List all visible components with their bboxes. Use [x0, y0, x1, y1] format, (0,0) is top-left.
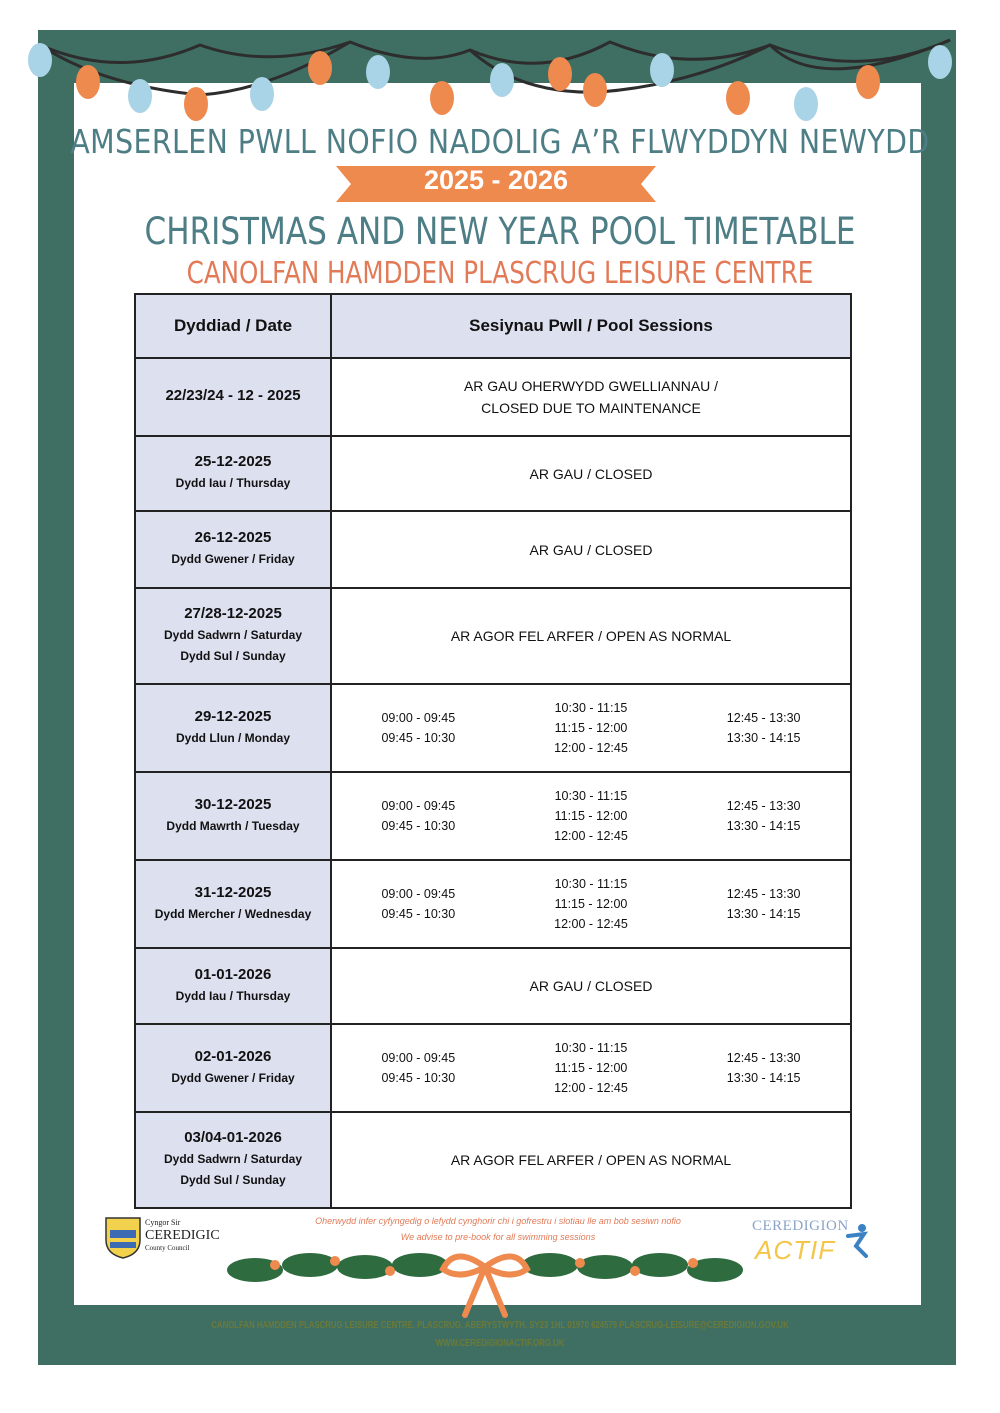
- date-text: 03/04-01-2026: [184, 1129, 282, 1146]
- session-cell: [331, 948, 851, 1024]
- day-text: Dydd Gwener / Friday: [171, 552, 295, 566]
- slot-time: 10:30 - 11:15: [554, 701, 628, 715]
- date-text: 25-12-2025: [194, 453, 272, 470]
- years-label: 2025 - 2026: [423, 165, 569, 195]
- closed-text: AR GAU OHERWYDD GWELLIANNAU /: [463, 378, 719, 394]
- col-date-header: Dyddiad / Date: [135, 294, 331, 358]
- slot-column: [506, 874, 677, 934]
- day-text: Dydd Sadwrn / Saturday: [163, 628, 303, 642]
- slot-time: 13:30 - 14:15: [726, 1071, 801, 1085]
- council-small-text: Cyngor Sir: [145, 1218, 181, 1227]
- slot-column: [333, 796, 504, 836]
- date-text: 31-12-2025: [194, 883, 272, 901]
- slot-time: 12:45 - 13:30: [726, 711, 801, 725]
- table-row: [135, 772, 851, 860]
- day-text: Dydd Gwener / Friday: [171, 1070, 295, 1085]
- pool-timetable: [134, 293, 852, 1209]
- table-row: [135, 588, 851, 684]
- slot-time: 11:15 - 12:00: [554, 809, 628, 823]
- date-cell: [135, 860, 331, 948]
- day-text: Dydd Iau / Thursday: [175, 988, 291, 1003]
- slot-time: 13:30 - 14:15: [726, 819, 801, 833]
- slot-time: 11:15 - 12:00: [554, 1061, 628, 1075]
- table-row: [135, 511, 851, 588]
- slot-time: 12:00 - 12:45: [554, 917, 628, 931]
- table-row: [135, 1024, 851, 1112]
- session-slots: [332, 874, 850, 934]
- slot-column: [506, 1038, 677, 1098]
- session-cell: [331, 588, 851, 684]
- closed-text: AR GAU / CLOSED: [529, 541, 653, 558]
- open-text: AR AGOR FEL ARFER / OPEN AS NORMAL: [450, 628, 732, 644]
- slot-column: [678, 884, 849, 924]
- council-crest-icon: [104, 1216, 142, 1260]
- date-text: 29-12-2025: [194, 707, 272, 725]
- date-text: 02-01-2026: [194, 1047, 272, 1065]
- col-sessions-header: Sesiynau Pwll / Pool Sessions: [331, 294, 851, 358]
- table-row: [135, 948, 851, 1024]
- slot-time: 13:30 - 14:15: [726, 907, 801, 921]
- date-cell: [135, 588, 331, 684]
- actif-logo-main: ACTIF: [755, 1235, 836, 1265]
- slot-column: [678, 708, 849, 748]
- slot-time: 10:30 - 11:15: [554, 1041, 628, 1055]
- session-cell: [331, 358, 851, 436]
- session-slots: [332, 698, 850, 758]
- slot-column: [333, 1048, 504, 1088]
- holly-garland-decoration: [215, 1235, 755, 1320]
- runner-icon: [842, 1222, 872, 1258]
- council-name: CEREDIGIC: [145, 1228, 220, 1243]
- actif-logo-top: CEREDIGION: [752, 1218, 849, 1234]
- slot-time: 09:00 - 09:45: [381, 887, 456, 901]
- title-welsh: AMSERLEN PWLL NOFIO NADOLIG A’R FLWYDDYN NEWYDD: [70, 122, 930, 161]
- slot-column: [333, 884, 504, 924]
- table-row: [135, 860, 851, 948]
- slot-time: 09:45 - 10:30: [381, 907, 456, 921]
- date-text: 27/28-12-2025: [184, 605, 282, 622]
- table-row: [135, 358, 851, 436]
- session-cell: [331, 684, 851, 772]
- title-english: CHRISTMAS AND NEW YEAR POOL TIMETABLE: [144, 210, 856, 253]
- slot-time: 12:00 - 12:45: [554, 1081, 628, 1095]
- date-cell: [135, 1024, 331, 1112]
- date-text: 30-12-2025: [194, 795, 272, 813]
- day-text: Dydd Sul / Sunday: [180, 1173, 286, 1187]
- date-cell: [135, 948, 331, 1024]
- date-text: 26-12-2025: [194, 529, 272, 546]
- slot-column: [506, 786, 677, 846]
- address-line: CANOLFAN HAMDDEN PLASCRUG LEISURE CENTRE, PLASCRUG, ABERYSTWYTH, SY23 1HL 01970 624579 PLASCRUG-LEISURE@CEREDIGION.GOV.UK: [211, 1320, 789, 1331]
- day-text: Dydd Mawrth / Tuesday: [166, 818, 300, 833]
- date-cell: [135, 684, 331, 772]
- slot-time: 09:45 - 10:30: [381, 731, 456, 745]
- website-link[interactable]: WWW.CEREDIGIONACTIF.ORG.UK: [435, 1338, 565, 1349]
- slot-time: 12:45 - 13:30: [726, 799, 801, 813]
- footnote-english: We advise to pre-book for all swimming sessions: [400, 1232, 596, 1242]
- date-text: 01-01-2026: [194, 965, 272, 983]
- date-cell: [135, 772, 331, 860]
- slot-time: 11:15 - 12:00: [554, 897, 628, 911]
- day-text: Dydd Sul / Sunday: [180, 649, 286, 663]
- session-cell: [331, 860, 851, 948]
- slot-column: [678, 1048, 849, 1088]
- date-cell: [135, 436, 331, 511]
- slot-column: [678, 796, 849, 836]
- day-text: Dydd Mercher / Wednesday: [154, 906, 312, 921]
- closed-text: AR GAU / CLOSED: [529, 978, 653, 994]
- date-cell: [135, 511, 331, 588]
- session-cell: [331, 436, 851, 511]
- day-text: Dydd Iau / Thursday: [175, 476, 291, 490]
- table-row: [135, 684, 851, 772]
- slot-column: [333, 708, 504, 748]
- session-cell: [331, 1112, 851, 1208]
- session-cell: [331, 1024, 851, 1112]
- christmas-lights-decoration: [0, 0, 1000, 140]
- slot-time: 09:00 - 09:45: [381, 711, 456, 725]
- slot-time: 10:30 - 11:15: [554, 789, 628, 803]
- slot-time: 13:30 - 14:15: [726, 731, 801, 745]
- slot-time: 09:45 - 10:30: [381, 819, 456, 833]
- open-text: AR AGOR FEL ARFER / OPEN AS NORMAL: [450, 1152, 732, 1168]
- footnote-welsh: Oherwydd infer cyfyngedig o lefydd cynghorir chi i gofrestru i slotiau lle am bob sesiwn nofio: [315, 1216, 681, 1226]
- slot-time: 12:45 - 13:30: [726, 1051, 801, 1065]
- session-cell: [331, 772, 851, 860]
- date-cell: [135, 358, 331, 436]
- day-text: Dydd Sadwrn / Saturday: [163, 1152, 303, 1166]
- slot-time: 09:00 - 09:45: [381, 799, 456, 813]
- date-cell: [135, 1112, 331, 1208]
- slot-time: 10:30 - 11:15: [554, 877, 628, 891]
- table-header-row: [135, 294, 851, 358]
- light-bulbs: [28, 43, 952, 121]
- slot-time: 12:45 - 13:30: [726, 887, 801, 901]
- slot-time: 12:00 - 12:45: [554, 741, 628, 755]
- session-slots: [332, 1038, 850, 1098]
- session-cell: [331, 511, 851, 588]
- closed-text: CLOSED DUE TO MAINTENANCE: [481, 400, 701, 416]
- closed-text: AR GAU / CLOSED: [529, 465, 653, 482]
- date-text: 22/23/24 - 12 - 2025: [165, 387, 301, 404]
- slot-time: 09:00 - 09:45: [381, 1051, 456, 1065]
- slot-column: [506, 698, 677, 758]
- table-row: [135, 436, 851, 511]
- day-text: Dydd Llun / Monday: [176, 730, 290, 745]
- session-slots: [332, 786, 850, 846]
- slot-time: 09:45 - 10:30: [381, 1071, 456, 1085]
- slot-time: 11:15 - 12:00: [554, 721, 628, 735]
- slot-time: 12:00 - 12:45: [554, 829, 628, 843]
- council-sub-text: County Council: [145, 1244, 190, 1252]
- table-row: [135, 1112, 851, 1208]
- centre-name: CANOLFAN HAMDDEN PLASCRUG LEISURE CENTRE: [186, 256, 814, 291]
